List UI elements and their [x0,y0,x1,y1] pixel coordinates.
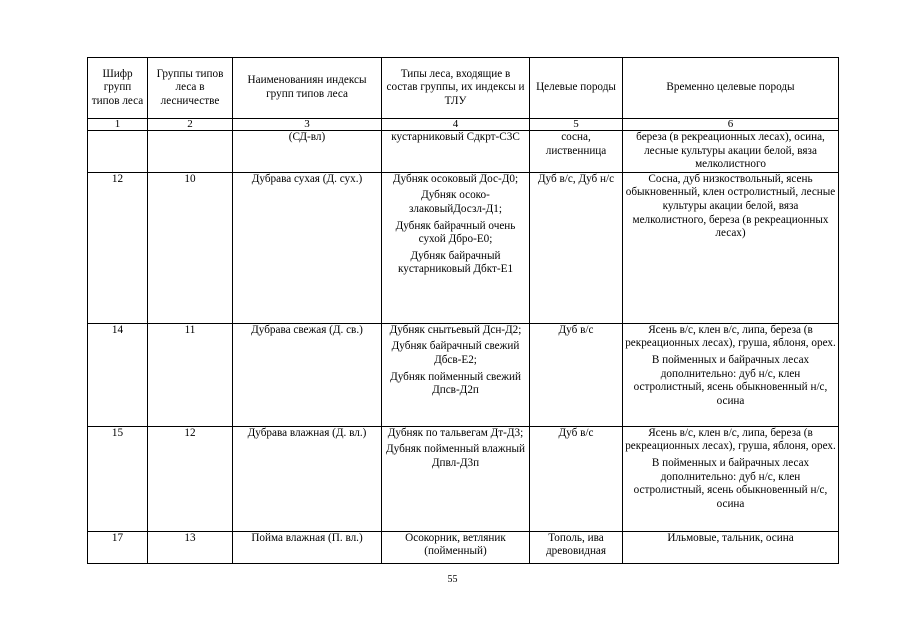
cell-types [382,426,530,531]
cell-temporary-species [623,323,839,426]
column-number: 1 [88,119,148,131]
cell-name: Пойма влажная (П. вл.) [233,531,382,563]
cell-group: 12 [148,426,233,531]
cell-code: 17 [88,531,148,563]
cell-code [88,131,148,173]
cell-group: 10 [148,172,233,323]
cell-types [382,131,530,173]
forest-type-entry: кустарниковый Сдкрт-С3С [391,131,520,143]
header-cell-group: Группы типов леса в лесничестве [148,58,233,119]
column-number-row [88,119,839,131]
page-number: 55 [447,574,458,585]
cell-code: 12 [88,172,148,323]
temporary-species-paragraph: В пойменных и байрачных лесах дополнительно: дуб н/с, клен остролистный, ясень обыкновенный н/с, осина [633,456,828,510]
forest-type-entry: Дубняк осоковый Дос-Д0; [392,172,519,185]
cell-target-species: Тополь, ива древовидная [530,531,623,563]
temporary-species-paragraph: В пойменных и байрачных лесах дополнительно: дуб н/с, клен остролистный, ясень обыкновенный н/с, осина [633,353,828,407]
cell-target-species: сосна, лиственница [530,131,623,173]
table-body [88,131,839,564]
cell-types [382,531,530,563]
header-cell-name: Наименованиян индексы групп типов леса [233,58,382,119]
column-number: 3 [233,119,382,131]
table-row [88,426,839,531]
forest-type-entry: Дубняк снытьевый Дсн-Д2; [389,323,522,336]
header-row [88,58,839,119]
cell-temporary-species [623,531,839,563]
table-row [88,172,839,323]
forest-type-entry: Дубняк байрачный свежий Дбсв-Е2; [391,340,520,366]
cell-target-species: Дуб в/с [530,426,623,531]
forest-type-entry: Дубняк по тальвегам Дт-Д3; [387,426,524,439]
cell-code: 15 [88,426,148,531]
header-cell-temporary-species: Временно целевые породы [623,58,839,119]
column-number: 6 [623,119,839,131]
cell-group: 11 [148,323,233,426]
header-cell-code: Шифр групп типов леса [88,58,148,119]
table-row [88,531,839,563]
cell-name: Дубрава сухая (Д. сух.) [233,172,382,323]
header-cell-types: Типы леса, входящие в состав группы, их индексы и ТЛУ [382,58,530,119]
temporary-species-paragraph: Ясень в/с, клен в/с, липа, береза (в рекреационных лесах), груша, яблоня, орех. [625,323,836,350]
forest-type-entry: Дубняк байрачный кустарниковый Дбкт-Е1 [397,249,514,276]
cell-temporary-species [623,172,839,323]
header-cell-target-species: Целевые породы [530,58,623,119]
cell-name: Дубрава свежая (Д. св.) [233,323,382,426]
forest-type-entry: Дубняк байрачный очень сухой Дбро-Е0; [395,219,516,246]
cell-code: 14 [88,323,148,426]
temporary-species-paragraph: Ясень в/с, клен в/с, липа, береза (в рекреационных лесах), груша, яблоня, орех. [625,426,836,453]
forest-type-entry: Дубняк пойменный влажный Дпвл-Д3п [386,443,525,469]
table-row [88,323,839,426]
forest-type-entry: Осокорник, ветляник (пойменный) [405,531,506,558]
cell-group: 13 [148,531,233,563]
cell-target-species: Дуб в/с, Дуб н/с [530,172,623,323]
cell-group [148,131,233,173]
table-row [88,131,839,173]
cell-types [382,323,530,426]
temporary-species-paragraph: Ильмовые, тальник, осина [667,531,794,544]
column-number: 5 [530,119,623,131]
column-number: 2 [148,119,233,131]
cell-temporary-species [623,131,839,173]
cell-name: Дубрава влажная (Д. вл.) [233,426,382,531]
column-number: 4 [382,119,530,131]
cell-target-species: Дуб в/с [530,323,623,426]
cell-types [382,172,530,323]
forest-types-table [87,57,839,564]
temporary-species-paragraph: Сосна, дуб низкоствольный, ясень обыкновенный, клен остролистный, лесные культуры акации белой, вяза мелколистного, береза (в рекреационных лесах) [625,172,836,240]
forest-type-entry: Дубняк осоко-злаковыйДосзл-Д1; [408,189,503,215]
cell-name: (СД-вл) [233,131,382,173]
cell-temporary-species [623,426,839,531]
temporary-species-paragraph: береза (в рекреационных лесах), осина, лесные культуры акации белой, вяза мелколистного [636,131,825,171]
forest-type-entry: Дубняк пойменный свежий Дпсв-Д2п [390,370,521,397]
